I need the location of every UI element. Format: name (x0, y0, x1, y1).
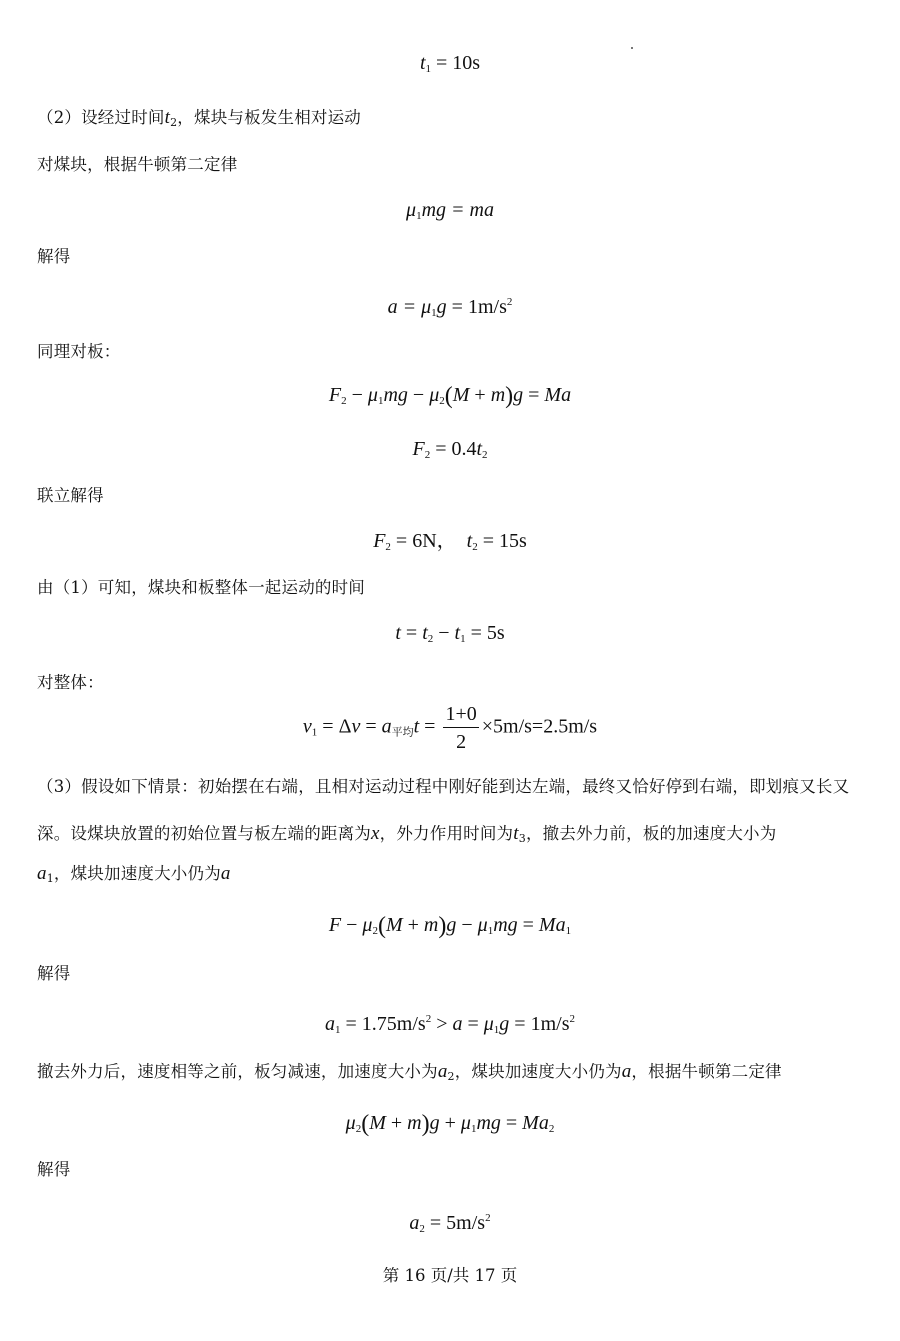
paragraph-after-removal: 撤去外力后，速度相等之前，板匀减速，加速度大小为$a_2$，煤块加速度大小仍为a，根据牛顿第二定律 (37, 1061, 782, 1083)
paragraph-combine: 联立解得 (37, 486, 104, 505)
equation-force-before: $F - \mu_2(M + m)g - \mu_1mg = Ma_1$ (328, 913, 572, 939)
equation-a2-value: $a_2 = 5m/s^2$ (409, 1212, 491, 1235)
equation-a1-compare: $a_1 = 1.75m/s^2 > a = \mu_1g = 1m/s^2$ (325, 1013, 575, 1036)
paragraph-solve-2: 解得 (37, 964, 71, 983)
page-footer: 第 16 页/共 17 页 (382, 1266, 518, 1285)
equation-together-time: $t = t_2 - t_1 = 5s$ (395, 622, 505, 645)
paragraph-board: 同理对板： (37, 342, 121, 361)
equation-F2-t2-result: $F_2 = 6N$， $t_2 = 15s$ (373, 530, 527, 553)
equation-F2-time: $F_2 = 0.4t_2$ (412, 438, 488, 461)
paragraph-whole: 对整体： (37, 673, 104, 692)
paragraph-part2-intro: （2）设经过时间$t_2$，煤块与板发生相对运动 (37, 107, 361, 129)
equation-v1: $v_1 = \Delta v = a_{平均}t$ = $\frac{1+0}{2}$ ×5m/s=2.5m/s (302, 703, 598, 753)
paragraph-solve-3: 解得 (37, 1160, 71, 1179)
paragraph-together-time: 由（1）可知，煤块和板整体一起运动的时间 (37, 578, 365, 597)
equation-mu1-mg: $\mu_1mg$ = ma (406, 199, 494, 222)
fraction-avg: $\frac{1+0}{2}$ (445, 703, 477, 753)
equation-force-after: $\mu_2(M + m)g + \mu_1mg = Ma_2$ (345, 1111, 555, 1137)
equation-a-value: $a = \mu_1g = 1m/s^2$ (387, 296, 513, 319)
paragraph-coal-newton: 对煤块，根据牛顿第二定律 (37, 155, 238, 174)
equation-t1: $t_1 = 10s$ (419, 52, 481, 75)
paragraph-a1-intro: $a_1$，煤块加速度大小仍为a (37, 863, 231, 885)
paragraph-solve-1: 解得 (37, 247, 71, 266)
equation-board-force: $F_2 - \mu_1mg - \mu_2(M + m)g = Ma$ (328, 383, 572, 409)
paragraph-part3: （3）假设如下情景：初始摆在右端，且相对运动过程中刚好能到达左端，最终又恰好停到右端，即划痕又长又深。设煤块放置的初始位置与板左端的距离为x，外力作用时间为$t_3$，撤去外力前，板的加速度大小为 (37, 777, 850, 845)
